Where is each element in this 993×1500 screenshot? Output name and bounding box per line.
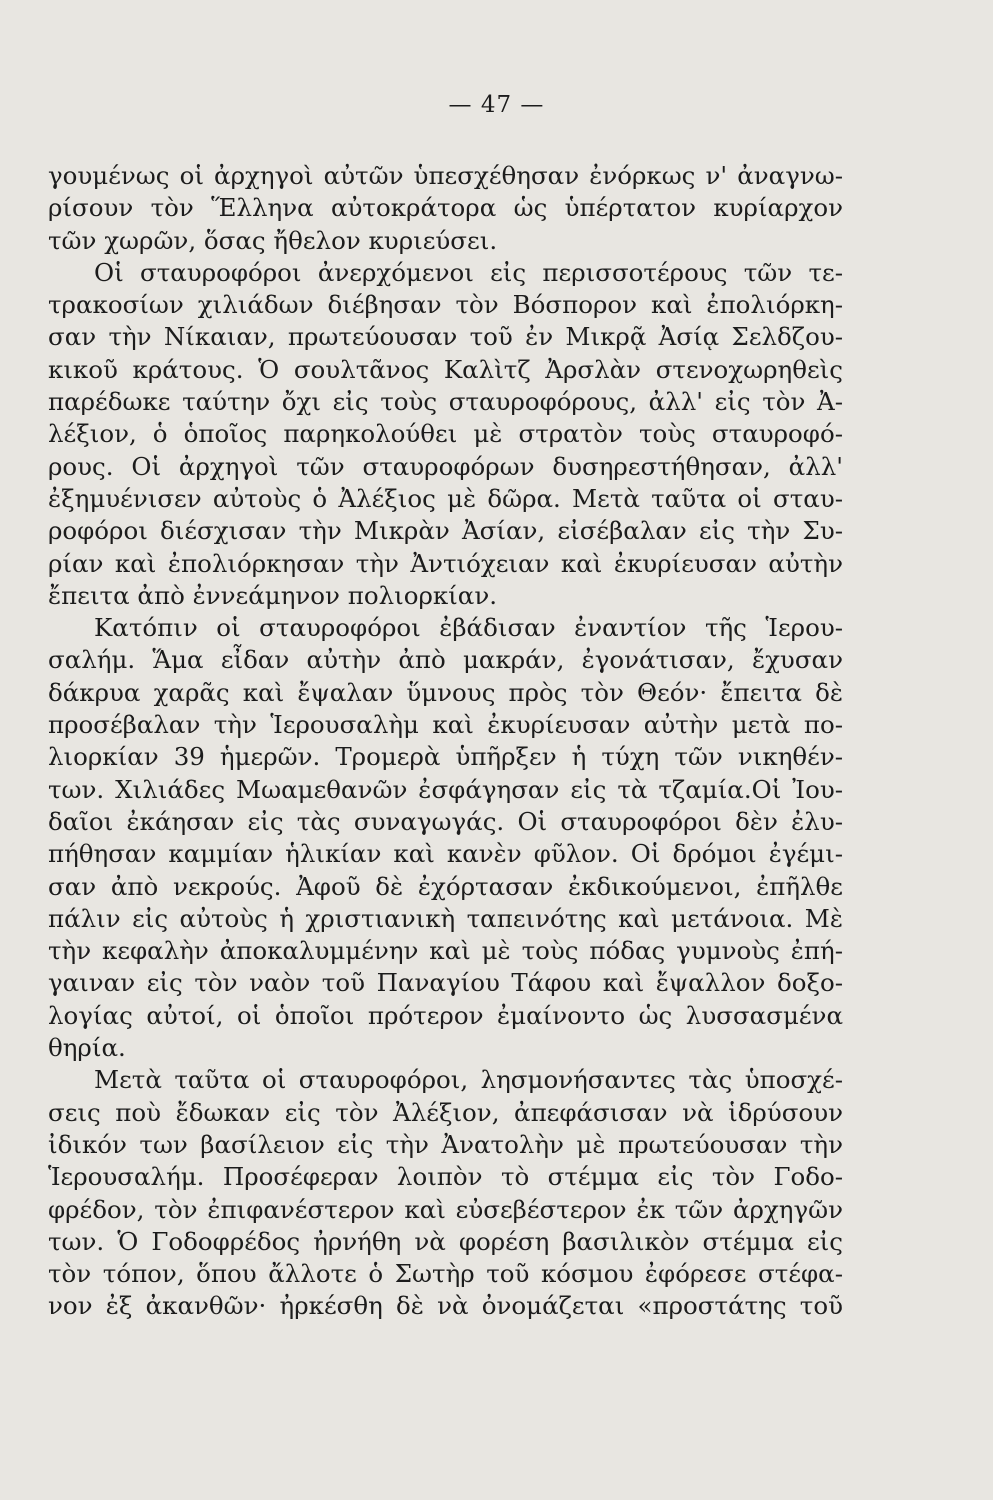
- text-line: ἰδικόν των βασίλειον εἰς τὴν Ἀνατολὴν μὲ πρωτεύουσαν τὴν: [48, 1129, 843, 1159]
- text-line: γαιναν εἰς τὸν ναὸν τοῦ Παναγίου Τάφου καὶ ἔψαλλον δοξο-: [48, 968, 843, 998]
- text-line: δαῖοι ἐκάησαν εἰς τὰς συναγωγάς. Οἱ σταυροφόροι δὲν ἐλυ-: [48, 806, 843, 836]
- text-line: τῶν χωρῶν, ὅσας ἤθελον κυριεύσει.: [48, 225, 498, 255]
- text-line: ροφόροι διέσχισαν τὴν Μικρὰν Ἀσίαν, εἰσέβαλαν εἰς τὴν Συ-: [48, 516, 843, 546]
- text-line: γουμένως οἱ ἀρχηγοὶ αὐτῶν ὑπεσχέθησαν ἐνόρκως ν' ἀναγνω-: [48, 161, 843, 190]
- text-line: φρέδον, τὸν ἐπιφανέστερον καὶ εὐσεβέστερον ἐκ τῶν ἀρχηγῶν: [48, 1194, 843, 1224]
- text-line: ρους. Οἱ ἀρχηγοὶ τῶν σταυροφόρων δυσηρεστήθησαν, ἀλλ': [48, 451, 843, 481]
- paragraph: [48, 1064, 843, 1322]
- paragraph: [48, 160, 843, 257]
- text-line: των. Χιλιάδες Μωαμεθανῶν ἐσφάγησαν εἰς τὰ τζαμία.Οἱ Ἰου-: [48, 774, 843, 804]
- text-line: ρίσουν τὸν Ἕλληνα αὐτοκράτορα ὡς ὑπέρτατον κυρίαρχον: [48, 193, 843, 223]
- text-line: ἐξημυένισεν αὐτοὺς ὁ Ἀλέξιος μὲ δῶρα. Μετὰ ταῦτα οἱ σταυ-: [48, 483, 843, 513]
- text-line: λέξιον, ὁ ὁποῖος παρηκολούθει μὲ στρατὸν τοὺς σταυροφό-: [48, 419, 843, 449]
- text-line: θηρία.: [48, 1033, 126, 1063]
- text-line: κικοῦ κράτους. Ὁ σουλτᾶνος Καλὶτζ Ἀρσλὰν στενοχωρηθεὶς: [48, 354, 843, 384]
- text-line: ρίαν καὶ ἐπολιόρκησαν τὴν Ἀντιόχειαν καὶ ἐκυρίευσαν αὐτὴν: [48, 548, 843, 578]
- text-line: σαν ἀπὸ νεκρούς. Ἀφοῦ δὲ ἐχόρτασαν ἐκδικούμενοι, ἐπῆλθε: [48, 871, 843, 901]
- text-line: λιορκίαν 39 ἡμερῶν. Τρομερὰ ὑπῆρξεν ἡ τύχη τῶν νικηθέν-: [48, 742, 843, 772]
- paragraph: [48, 612, 843, 1064]
- text-line: των. Ὁ Γοδοφρέδος ἠρνήθη νὰ φορέση βασιλικὸν στέμμα εἰς: [48, 1226, 843, 1256]
- page-number: — 47 —: [448, 92, 545, 118]
- text-line: Οἱ σταυροφόροι ἀνερχόμενοι εἰς περισσοτέρους τῶν τε-: [94, 257, 843, 287]
- text-line: Κατόπιν οἱ σταυροφόροι ἐβάδισαν ἐναντίον τῆς Ἱερου-: [94, 613, 843, 643]
- text-line: ἔπειτα ἀπὸ ἐννεάμηνον πολιορκίαν.: [48, 580, 498, 610]
- text-line: πήθησαν καμμίαν ἡλικίαν καὶ κανὲν φῦλον. Οἱ δρόμοι ἐγέμι-: [48, 839, 843, 869]
- text-line: σεις ποὺ ἔδωκαν εἰς τὸν Ἀλέξιον, ἀπεφάσισαν νὰ ἱδρύσουν: [48, 1097, 843, 1127]
- paragraph: [48, 257, 843, 612]
- text-line: τρακοσίων χιλιάδων διέβησαν τὸν Βόσπορον καὶ ἐπολιόρκη-: [48, 290, 843, 320]
- text-line: σαν τὴν Νίκαιαν, πρωτεύουσαν τοῦ ἐν Μικρᾷ Ἀσίᾳ Σελδζου-: [48, 322, 843, 352]
- text-line: προσέβαλαν τὴν Ἱερουσαλὴμ καὶ ἐκυρίευσαν αὐτὴν μετὰ πο-: [48, 710, 843, 740]
- text-line: τὸν τόπον, ὅπου ἄλλοτε ὁ Σωτὴρ τοῦ κόσμου ἐφόρεσε στέφα-: [48, 1259, 843, 1289]
- text-line: σαλήμ. Ἅμα εἶδαν αὐτὴν ἀπὸ μακράν, ἐγονάτισαν, ἔχυσαν: [48, 645, 843, 675]
- text-line: τὴν κεφαλὴν ἀποκαλυμμένην καὶ μὲ τοὺς πόδας γυμνοὺς ἐπή-: [48, 936, 843, 966]
- text-line: λογίας αὐτοί, οἱ ὁποῖοι πρότερον ἐμαίνοντο ὡς λυσσασμένα: [48, 1000, 843, 1030]
- text-line: Μετὰ ταῦτα οἱ σταυροφόροι, λησμονήσαντες τὰς ὑποσχέ-: [94, 1065, 843, 1095]
- body-text: [48, 160, 843, 1323]
- text-line: πάλιν εἰς αὐτοὺς ἡ χριστιανικὴ ταπεινότης καὶ μετάνοια. Μὲ: [48, 903, 843, 933]
- text-line: Ἱερουσαλήμ. Προσέφεραν λοιπὸν τὸ στέμμα εἰς τὸν Γοδο-: [48, 1162, 843, 1192]
- text-line: νον ἐξ ἀκανθῶν· ἠρκέσθη δὲ νὰ ὀνομάζεται «προστάτης τοῦ: [48, 1291, 843, 1321]
- text-line: παρέδωκε ταύτην ὄχι εἰς τοὺς σταυροφόρους, ἀλλ' εἰς τὸν Ἀ-: [48, 387, 843, 417]
- text-line: δάκρυα χαρᾶς καὶ ἔψαλαν ὕμνους πρὸς τὸν Θεόν· ἔπειτα δὲ: [48, 677, 843, 707]
